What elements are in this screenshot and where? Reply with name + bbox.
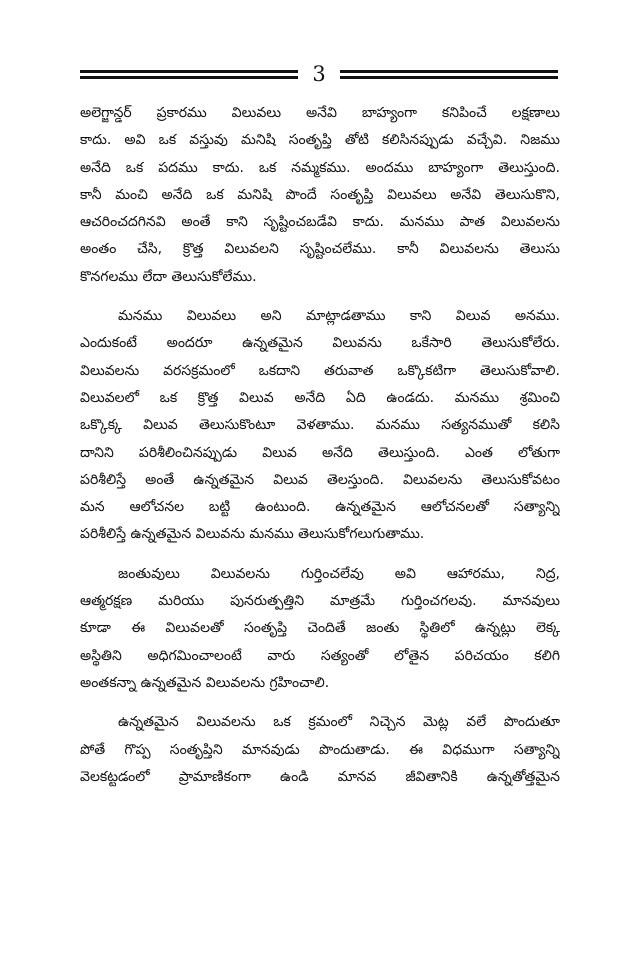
text-line: పోతే గొప్ప సంతృప్తిని మానవుడు పొందుతాడు. ఈ విధముగా సత్యాన్ని [80, 741, 560, 758]
text-line: అలెగ్జాన్డర్ ప్రకారము విలువలు అనేవి బాహ్యంగా కనిపించే లక్షణాలు [80, 105, 560, 121]
paragraph-4 [80, 709, 560, 791]
text-line: అంతకన్నా ఉన్నతమైన విలువలను గ్రహించాలి. [80, 674, 330, 691]
text-line: మన ఆలోచనల బట్టి ఉంటుంది. ఉన్నతమైన ఆలోచనలతో సత్యాన్ని [80, 499, 560, 516]
text-line: కానీ మంచి అనేది ఒక మనిషి పొందే సంతృప్తి విలువలు అనేవి తెలుసుకొని, [80, 186, 560, 203]
paragraph-3 [80, 561, 560, 697]
text-line: అంతం చేసి, క్రొత్త విలువలని సృష్టించలేము. కానీ విలువలను తెలుసు [80, 241, 560, 258]
header-rule-right [340, 70, 558, 79]
text-line: జంతువులు విలువలను గుర్తించలేవు అవి ఆహారము, నిద్ర, [118, 565, 560, 582]
text-line: ఒక్కొక్క విలువ తెలుసుకొంటూ వెళతాము. మనము సత్యనముతో కలిసి [80, 417, 560, 434]
text-line: విలువలను వరసక్రమంలో ఒకదాని తరువాత ఒక్కొకటిగా తెలుసుకోవాలి. [80, 362, 560, 379]
text-line: ఆత్మరక్షణ మరియు పునరుత్పత్తిని మాత్రమే గుర్తించగలవు. మానవులు [80, 593, 560, 610]
text-line: ఎందుకంటే అందరూ ఉన్నతమైన విలువను ఒకేసారి తెలుసుకోలేరు. [80, 335, 560, 352]
text-line: మనము విలువలు అని మాట్లాడతాము కాని విలువ అనము. [118, 308, 560, 325]
text-line: ఆచరించదగినవి అంతే కాని సృష్టించబడేవి కాదు. మనము పాత విలువలను [80, 214, 560, 231]
text-line: పరిశీలిస్తే అంతే ఉన్నతమైన విలువ తెలస్తుంది. విలువలను తెలుసుకోవటం [80, 471, 560, 488]
text-line: కూడా ఈ విలువలతో సంతృప్తి చెందితే జంతు స్థితిలో ఉన్నట్లు లెక్క [80, 620, 560, 637]
text-line: పరిశీలిస్తే ఉన్నతమైన విలువను మనము తెలుసుకోగలుగుతాము. [80, 526, 425, 543]
page-number: 3 [312, 62, 326, 86]
page-body [80, 100, 560, 803]
page-header [80, 60, 558, 88]
text-line: అనేది ఒక పదము కాదు. ఒక నమ్మకము. అందము బాహ్యంగా తెలుస్తుంది. [80, 159, 560, 176]
text-line: వెలకట్టడంలో ప్రామాణికంగా ఉండి మానవ జీవితానికి ఉన్నతోత్తమైన [80, 768, 560, 785]
text-line: విలువలలో ఒక క్రొత్త విలువ అనేది ఏది ఉండదు. మనము శ్రమించి [80, 389, 560, 406]
text-line: అస్థితిని అధిగమించాలంటే వారు సత్యంతో లోతైన పరిచయం కలిగి [80, 647, 560, 664]
paragraph-2 [80, 303, 560, 549]
text-line: కాదు. అవి ఒక వస్తువు మనిషి సంతృప్తి తోటి కలిసినప్పుడు వచ్చేవి. నిజము [80, 132, 560, 149]
paragraph-1 [80, 100, 560, 291]
text-line: ఉన్నతమైన విలువలను ఒక క్రమంలో నిచ్చెన మెట్ల వలే పొందుతూ [118, 714, 560, 731]
text-line: దానిని పరిశీలించినప్పుడు విలువ అనేది తెలుస్తుంది. ఎంత లోతుగా [80, 444, 560, 461]
text-line: కొనగలము లేదా తెలుసుకోలేము. [80, 268, 257, 285]
